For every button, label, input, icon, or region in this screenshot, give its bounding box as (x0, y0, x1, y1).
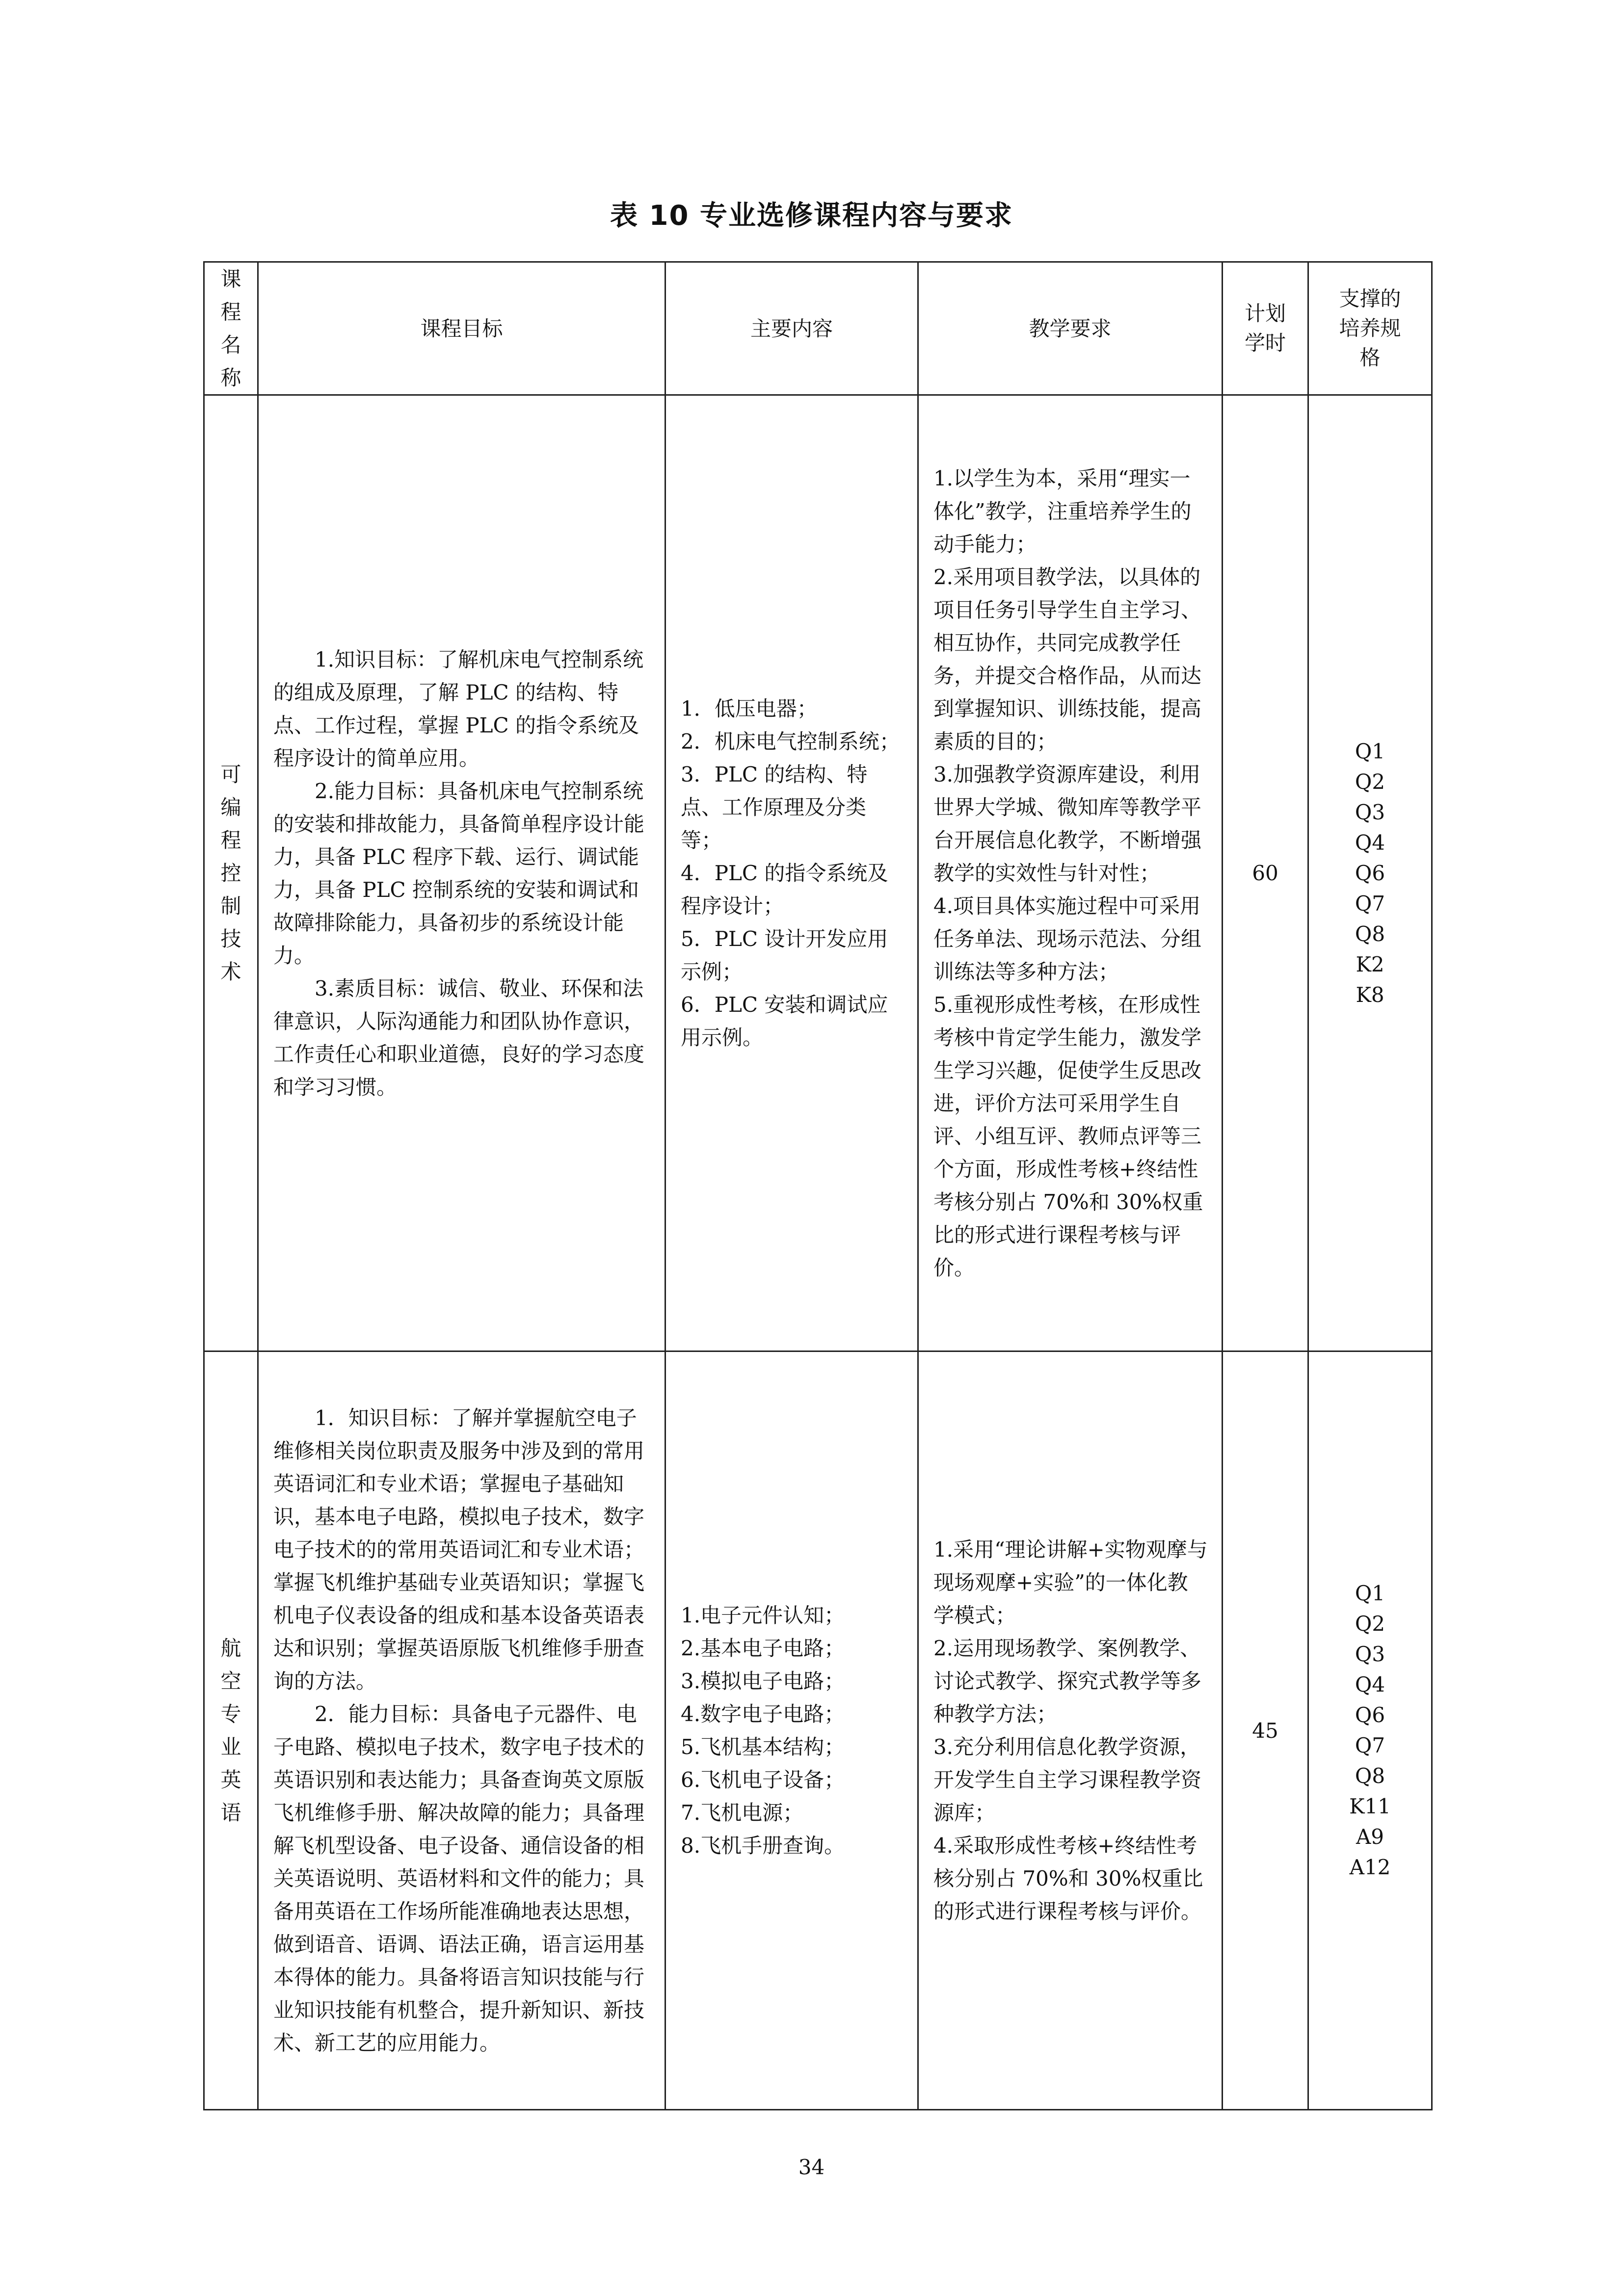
support-specs: Q1 Q2 Q3 Q4 Q6 Q7 Q8 K11 A9 A12 (1308, 1351, 1432, 2110)
table-row (204, 395, 1432, 1351)
header-row (204, 262, 1432, 395)
page-number: 34 (798, 2155, 825, 2179)
table-title: 表 10 专业选修课程内容与要求 (610, 200, 1013, 232)
table-row (204, 1351, 1432, 2110)
support-specs: Q1 Q2 Q3 Q4 Q6 Q7 Q8 K2 K8 (1308, 395, 1432, 1351)
course-goals: 1．知识目标：了解并掌握航空电子维修相关岗位职责及服务中涉及到的常用英语词汇和专业术语；掌握电子基础知识，基本电子电路，模拟电子技术，数字电子技术的的常用英语词汇和专业术语；掌握飞机维护基础专业英语知识；掌握飞机电子仪表设备的组成和基本设备英语表达和识别；掌握英语原版飞机维修手册查询的方法。 2．能力目标：具备电子元器件、电子电路、模拟电子技术，数字电子技术的英语识别和表达能力；具备查询英文原版飞机维修手册、解决故障的能力；具备理解飞机型设备、电子设备、通信设备的相关英语说明、英语材料和文件的能力；具备用英语在工作场所能准确地表达思想，做到语音、语调、语法正确，语言运用基本得体的能力。具备将语言知识技能与行业知识技能有机整合，提升新知识、新技术、新工艺的应用能力。 (258, 1351, 665, 2110)
teaching-requirements: 1.采用“理论讲解+实物观摩与现场观摩+实验”的一体化教学模式； 2.运用现场教学、案例教学、讨论式教学、探究式教学等多种教学方法； 3.充分利用信息化教学资源，开发学生自主学习课程教学资源库； 4.采取形成性考核+终结性考核分别占 70%和 30%权重比的形式进行课程考核与评价。 (918, 1351, 1223, 2110)
header-main-content: 主要内容 (665, 262, 918, 395)
header-planned-hours: 计划 学时 (1223, 262, 1308, 395)
planned-hours: 60 (1223, 395, 1308, 1351)
main-content: 1.电子元件认知； 2.基本电子电路； 3.模拟电子电路； 4.数字电子电路； 5.飞机基本结构； 6.飞机电子设备； 7.飞机电源； 8.飞机手册查询。 (665, 1351, 918, 2110)
course-table (203, 261, 1433, 2110)
header-teaching-req: 教学要求 (918, 262, 1223, 395)
course-name: 可 编 程 控 制 技 术 (204, 395, 258, 1351)
course-name: 航 空 专 业 英 语 (204, 1351, 258, 2110)
main-content: 1．低压电器； 2．机床电气控制系统； 3．PLC 的结构、特点、工作原理及分类等； 4．PLC 的指令系统及程序设计； 5．PLC 设计开发应用示例； 6．PLC 安装和调试应用示例。 (665, 395, 918, 1351)
header-course-name: 课 程 名 称 (204, 262, 258, 395)
header-support-spec: 支撑的 培养规 格 (1308, 262, 1432, 395)
header-course-goal: 课程目标 (258, 262, 665, 395)
planned-hours: 45 (1223, 1351, 1308, 2110)
teaching-requirements: 1.以学生为本，采用“理实一体化”教学，注重培养学生的动手能力； 2.采用项目教学法，以具体的项目任务引导学生自主学习、相互协作，共同完成教学任务，并提交合格作品，从而达到掌握知识、训练技能，提高素质的目的； 3.加强教学资源库建设，利用世界大学城、微知库等教学平台开展信息化教学，不断增强教学的实效性与针对性； 4.项目具体实施过程中可采用任务单法、现场示范法、分组训练法等多种方法； 5.重视形成性考核，在形成性考核中肯定学生能力，激发学生学习兴趣，促使学生反思改进，评价方法可采用学生自评、小组互评、教师点评等三个方面，形成性考核+终结性考核分别占 70%和 30%权重比的形式进行课程考核与评价。 (918, 395, 1223, 1351)
course-goals: 1.知识目标：了解机床电气控制系统的组成及原理，了解 PLC 的结构、特点、工作过程，掌握 PLC 的指令系统及程序设计的简单应用。 2.能力目标：具备机床电气控制系统的安装和排故能力，具备简单程序设计能力，具备 PLC 程序下载、运行、调试能力，具备 PLC 控制系统的安装和调试和故障排除能力，具备初步的系统设计能力。 3.素质目标：诚信、敬业、环保和法律意识，人际沟通能力和团队协作意识，工作责任心和职业道德，良好的学习态度和学习习惯。 (258, 395, 665, 1351)
